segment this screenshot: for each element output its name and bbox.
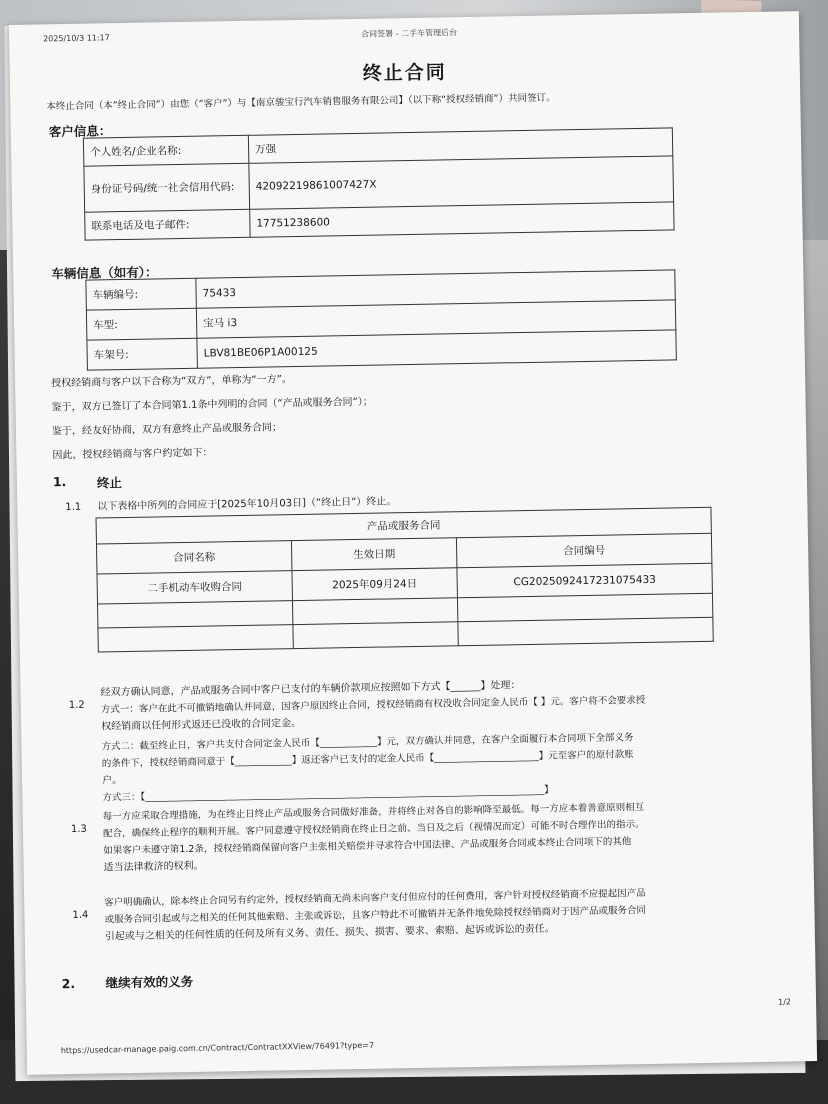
clause-1-1-text: 以下表格中所列的合同应于[2025年10月03日]（“终止日”）终止。 [97,496,397,513]
clause-1-4-number: 1.4 [72,909,89,921]
recital-1: 鉴于，双方已签订了本合同第1.1条中列明的合同（“产品或服务合同”）； [51,396,373,414]
vehicle-value-model: 宝马 i3 [196,300,675,338]
customer-heading: 客户信息： [48,123,112,140]
document-title: 终止合同 [362,61,447,85]
intro-paragraph: 本终止合同（本“终止合同”）由您（“客户”）与【南京骏宝行汽车销售服务有限公司】（以下称“授权经销商”）共同签订。 [46,92,556,113]
section-1-number: 1. [52,474,67,490]
customer-value-name: 万强 [248,128,672,163]
contract-cell-empty [292,598,457,625]
footer-url: https://usedcar-manage.paig.com.cn/Contract/ContractXXView/76491?type=7 [60,1040,375,1056]
vehicle-label-id: 车辆编号: [86,278,197,310]
contract-cell-name: 二手机动车收购合同 [97,571,292,604]
parties-definition: 授权经销商与客户以下合称为“双方”，单称为“一方”。 [51,374,292,390]
customer-value-id: 42092219861007427X [249,156,674,209]
vehicle-label-model: 车型: [86,308,197,340]
clause-1-2-line-4: 方式二：截至终止日，客户共支付合同定金人民币【____________】元，双方确认并同意，在客户全面履行本合同项下全部义务 [101,732,634,753]
customer-table [83,127,675,240]
clause-1-3-line-3: 如果客户未遵守第1.2条，授权经销商保留向客户主张相关赔偿并寻求符合中国法律、产品或服务合同或本终止合同项下的其他 [103,836,632,857]
clause-1-4-line-3: 引起或与之相关的任何性质的任何及所有义务、责任、损失、损害、要求、索赔、起诉或诉讼的责任。 [104,923,555,943]
clause-1-2-line-3: 权经销商以任何形式返还已没收的合同定金。 [101,717,302,733]
contract-header-date: 生效日期 [291,538,456,571]
clause-1-2-line-2: 方式一：客户在此不可撤销地确认并同意，因客户原因终止合同，授权经销商有权没收合同定金人民币【 】元。客户将不会要求授 [100,694,646,716]
clause-1-1-number: 1.1 [65,501,82,514]
clause-1-2-line-7: 方式三：【____________________________________________________________________________________】 [102,784,554,804]
clause-1-2-line-5: 的条件下，授权经销商同意于【____________】返还客户已支付的定金人民币【______________________】元至客户的原付款账 [101,749,634,770]
clause-1-3-number: 1.3 [70,823,87,836]
vehicle-table [85,269,676,370]
clause-1-3-line-1: 每一方应采取合理措施，为在终止日终止产品或服务合同做好准备，并将终止对各自的影响降至最低。每一方应本着善意原则相互 [102,802,645,823]
vehicle-value-id: 75433 [196,270,675,308]
clause-1-2-line-1: 经双方确认同意，产品或服务合同中客户已支付的车辆价款项应按照如下方式【______】处理： [100,680,521,699]
recital-3: 因此，授权经销商与客户约定如下： [52,447,213,462]
clause-1-4-line-1: 客户明确确认，除本终止合同另有约定外，授权经销商无尚未向客户支付但应付的任何费用，客户针对授权经销商不应提起因产品 [104,887,646,909]
clause-1-2-number: 1.2 [68,699,85,712]
vehicle-value-vin: LBV81BE06P1A00125 [197,330,676,368]
contract-cell-number: CG2025092417231075433 [457,563,712,597]
page-number: 1/2 [777,997,792,1007]
clause-1-2-line-6: 户。 [102,775,123,787]
contract-table-caption: 产品或服务合同 [96,507,711,544]
recital-2: 鉴于，经友好协商，双方有意终止产品或服务合同； [51,422,283,438]
customer-label-phone: 联系电话及电子邮件: [85,209,250,240]
contract-header-name: 合同名称 [96,541,291,574]
section-2-number: 2. [61,975,76,992]
contract-table [96,507,714,653]
print-datetime: 2025/10/3 11:17 [43,33,110,44]
clause-1-3-line-4: 适当法律救济的权利。 [103,860,204,874]
clause-1-3-line-2: 配合，确保终止程序的顺利开展。客户同意遵守授权经销商在终止日之前、当日及之后（视情况而定）可能不时合理作出的指示。 [102,819,645,840]
vehicle-heading: 车辆信息（如有）： [51,264,158,282]
vehicle-label-vin: 车架号: [87,338,198,370]
section-1-title: 终止 [96,475,123,491]
clause-1-4-line-2: 或服务合同引起或与之相关的任何其他索赔、主张或诉讼，且客户特此不可撤销并无条件地免除授权经销商对于因产品或服务合同 [104,904,647,926]
customer-label-id: 身份证号码/统一社会信用代码: [84,163,250,212]
contract-cell-empty [98,625,293,652]
contract-cell-date: 2025年09月24日 [292,568,457,601]
contract-cell-empty [458,617,713,645]
contract-cell-empty [293,622,458,649]
customer-value-phone: 17751238600 [250,202,674,237]
section-2-title: 继续有效的义务 [105,973,194,991]
contract-header-number: 合同编号 [456,533,711,567]
customer-label-name: 个人姓名/企业名称: [83,135,248,166]
print-page-title: 合同签署 - 二手车管理后台 [361,28,458,39]
contract-cell-empty [98,601,293,628]
document-page [9,11,817,1075]
